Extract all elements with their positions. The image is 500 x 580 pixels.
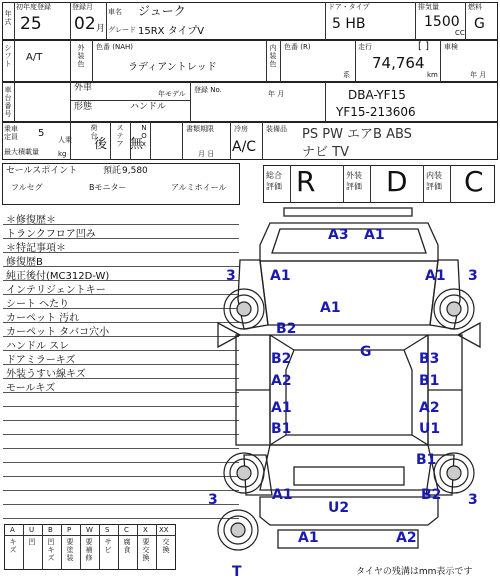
note-line-5: 純正後付(MC312D-W) <box>6 271 110 282</box>
reg-no-label: 登録 No. <box>194 86 222 94</box>
note-line-6: インテリジェントキー <box>6 285 106 296</box>
type-label: 形態 <box>74 102 93 112</box>
sales-item-3: アルミホイール <box>171 183 227 192</box>
shift-value: A/T <box>26 52 43 63</box>
inspection-unit: 年 月 <box>470 71 487 79</box>
overall-grade-label: 総合評価 <box>266 171 282 191</box>
exterior-car-label: 外車 <box>74 83 93 93</box>
year-type-label: 年式 <box>4 10 12 26</box>
damage-mark: T <box>232 564 242 580</box>
reg-month-label: 登録月 <box>72 3 93 11</box>
legend-meaning-a: キズ <box>9 538 17 554</box>
shift-label: シフト <box>4 44 12 68</box>
damage-mark: 3 <box>226 268 236 284</box>
damage-mark: 3 <box>208 492 218 508</box>
damage-mark: 3 <box>468 492 478 508</box>
grade-value: 15RX タイプV <box>138 26 205 37</box>
sales-point-label: セールスポイント <box>6 166 78 176</box>
year-value: 25 <box>20 14 42 34</box>
note-line-4: 修復歴B <box>6 257 43 268</box>
rear-value: 後 <box>94 137 108 152</box>
damage-mark: B1 <box>419 373 440 389</box>
car-damage-diagram <box>200 205 500 570</box>
legend-code-w: W <box>86 526 93 534</box>
legend-meaning-b: 凹キズ <box>47 538 55 562</box>
interior-grade-value: C <box>464 165 484 198</box>
note-line-12: 外装うすい線キズ <box>6 369 86 380</box>
record-label: 書類期限 <box>186 125 214 133</box>
displacement-unit: CC <box>455 29 465 37</box>
damage-mark: A1 <box>272 487 293 503</box>
legend-meaning-u: 凹 <box>28 538 36 546</box>
damage-mark: B2 <box>276 321 297 337</box>
sales-item-2: Bモニター <box>89 183 127 192</box>
damage-mark: A3 <box>328 227 349 243</box>
note-line-10: ハンドル スレ <box>6 341 70 352</box>
grade-label: グレード <box>108 26 136 34</box>
damage-mark: A2 <box>271 373 292 389</box>
fuel-label: 燃料 <box>468 3 482 11</box>
door-type-value: 5 HB <box>332 16 366 32</box>
legend-meaning-p: 要塗装 <box>66 538 74 562</box>
legend-code-p: P <box>67 526 72 534</box>
displacement-value: 1500 <box>424 14 460 30</box>
legend-code-c: C <box>124 526 129 534</box>
damage-mark: B2 <box>271 351 292 367</box>
month-unit: 月 <box>96 24 106 34</box>
legend-meaning-s: サビ <box>104 538 112 554</box>
displacement-label: 排気量 <box>418 3 439 11</box>
color-value: ラディアントレッド <box>128 62 217 73</box>
legend-code-b: B <box>48 526 53 534</box>
legend-meaning-xx: 交換 <box>162 538 170 554</box>
exterior-grade-value: D <box>386 165 408 198</box>
exterior-grade-label: 外装評価 <box>346 171 362 191</box>
deposit-value: 9,580 <box>122 166 148 176</box>
legend-code-a: A <box>10 526 15 534</box>
equip-line-1: PS PW エアB ABS <box>302 127 412 142</box>
damage-mark: G <box>360 344 372 360</box>
color-change-label: 外装色 <box>77 44 85 68</box>
fuel-value: G <box>474 16 485 32</box>
note-line-13: モールキズ <box>6 383 56 394</box>
damage-mark: A1 <box>270 268 291 284</box>
legend-code-x: X <box>143 526 148 534</box>
sales-point-box <box>2 163 240 205</box>
car-name: ジューク <box>138 4 186 18</box>
sales-item-1: フルセグ <box>11 183 43 192</box>
damage-mark: U2 <box>328 500 350 516</box>
legend-meaning-c: 腐食 <box>123 538 131 554</box>
damage-mark: A1 <box>364 227 385 243</box>
color-label: 色番 (NAH) <box>96 43 133 51</box>
door-type-label: ドア・タイプ <box>328 3 370 11</box>
mileage-label: 走行 <box>358 43 372 51</box>
damage-mark: U1 <box>419 421 441 437</box>
damage-mark: B1 <box>416 452 437 468</box>
inspection-label: 車検 <box>444 43 458 51</box>
payload-label: 最大積載量 <box>4 148 39 156</box>
equip-line-2: ナビ TV <box>302 145 349 160</box>
mileage-unit-sys: 系 <box>343 71 350 79</box>
record-unit: 月 日 <box>198 150 215 158</box>
reg-ym-label: 年 月 <box>268 90 285 98</box>
legend-code-s: S <box>105 526 110 534</box>
damage-mark: A1 <box>320 300 341 316</box>
overall-grade-value: R <box>296 165 316 198</box>
payload-unit: kg <box>58 150 67 158</box>
legend-code-xx: XX <box>159 526 169 534</box>
handle-label: ハンドル <box>130 102 167 112</box>
serial-number: YF15-213606 <box>336 105 416 119</box>
capacity-label: 乗車定員 <box>4 125 18 141</box>
deposit-label: 預託 <box>103 166 122 176</box>
mileage-unit-km: km <box>427 71 438 79</box>
damage-mark: 3 <box>468 268 478 284</box>
note-line-8: カーペット 汚れ <box>6 313 80 324</box>
damage-mark: B3 <box>419 351 440 367</box>
first-reg-label: 初年度登録 <box>16 3 51 11</box>
legend-meaning-x: 要交換 <box>142 538 150 562</box>
ac-value: A/C <box>232 139 257 155</box>
nox-label: NOx <box>141 124 147 148</box>
legend-meaning-w: 要補修 <box>85 538 93 562</box>
note-line-9: カーペット タバコ穴小 <box>6 327 110 338</box>
note-line-3: ＊特記事項＊ <box>6 243 66 254</box>
damage-mark: B1 <box>271 421 292 437</box>
model-code: DBA-YF15 <box>348 88 406 102</box>
no-value: 無 <box>130 137 144 152</box>
note-line-11: ドアミラーキズ <box>6 355 76 366</box>
interior-grade-label: 内装評価 <box>426 171 442 191</box>
chassis-label: 車台番号 <box>4 86 12 118</box>
capacity-value: 5 <box>38 128 45 139</box>
equip-label: 装備品 <box>266 125 287 133</box>
interior-color-label: 内装色 <box>269 44 277 68</box>
note-line-2: トランクフロア凹み <box>6 229 96 240</box>
damage-mark: A2 <box>396 530 417 546</box>
interior-code-label: 色番 (R) <box>284 43 311 51</box>
mileage-value: 74,764 <box>372 54 425 72</box>
note-line-7: シート へたり <box>6 299 70 310</box>
note-line-1: ＊修復歴＊ <box>6 215 56 226</box>
ac-label: 冷房 <box>234 125 248 133</box>
damage-mark: A1 <box>271 400 292 416</box>
legend-code-u: U <box>29 526 35 534</box>
damage-mark: B2 <box>421 487 442 503</box>
car-name-label: 車名 <box>108 8 122 16</box>
year-model-label: 年モデル <box>158 90 186 98</box>
steering-label: ステア <box>116 124 124 148</box>
capacity-unit: 人乗 <box>58 136 72 144</box>
month-value: 02 <box>74 14 96 34</box>
cargo-label: 荷台 <box>90 124 98 140</box>
mileage-bracket: [ ] <box>418 41 429 52</box>
damage-mark: A1 <box>425 268 446 284</box>
damage-mark: A1 <box>298 530 319 546</box>
tire-depth-footer: タイヤの残溝はmm表示です <box>356 567 473 577</box>
damage-mark: A2 <box>419 400 440 416</box>
